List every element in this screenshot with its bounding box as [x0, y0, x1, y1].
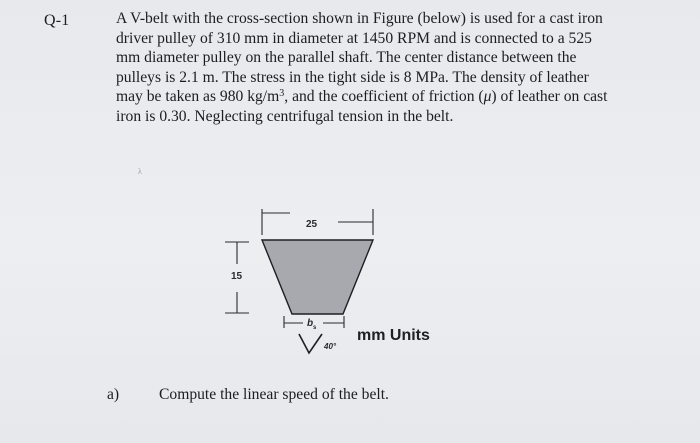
- problem-statement: [116, 9, 676, 127]
- density-exponent: 3: [279, 88, 285, 100]
- problem-line: pulleys is 2.1 m. The stress in the tight side is 8 MPa. The density of leather: [116, 68, 589, 86]
- bottom-width-label: b: [307, 318, 314, 329]
- problem-line: mm diameter pulley on the parallel shaft. The center distance between the: [116, 49, 577, 67]
- height-label: 15: [231, 271, 243, 282]
- question-number: Q-1: [44, 12, 70, 29]
- units-label: mm Units: [357, 327, 430, 344]
- friction-text: , and the coefficient of friction (: [284, 88, 484, 106]
- problem-line: A V-belt with the cross-section shown in Figure (below) is used for a cast iron: [116, 10, 603, 27]
- top-width-label: 25: [306, 219, 318, 230]
- mu-symbol: μ: [483, 88, 492, 106]
- density-text: may be taken as 980 kg/m: [116, 88, 280, 106]
- bottom-width-subscript: s: [313, 325, 317, 331]
- problem-line: driver pulley of 310 mm in diameter at 1450 RPM and is connected to a 525: [116, 29, 592, 47]
- groove-angle-symbol: [299, 334, 322, 353]
- part-a-text: Compute the linear speed of the belt.: [159, 386, 389, 403]
- friction-text-end: ) of leather on cast: [491, 88, 608, 106]
- part-a-label: a): [107, 386, 120, 403]
- belt-cross-section: [262, 240, 373, 314]
- stray-mark: λ: [138, 167, 142, 176]
- problem-line: iron is 0.30. Neglecting centrifugal tension in the belt.: [116, 107, 454, 125]
- problem-line-density: [116, 87, 676, 107]
- angle-label: 40°: [324, 342, 337, 351]
